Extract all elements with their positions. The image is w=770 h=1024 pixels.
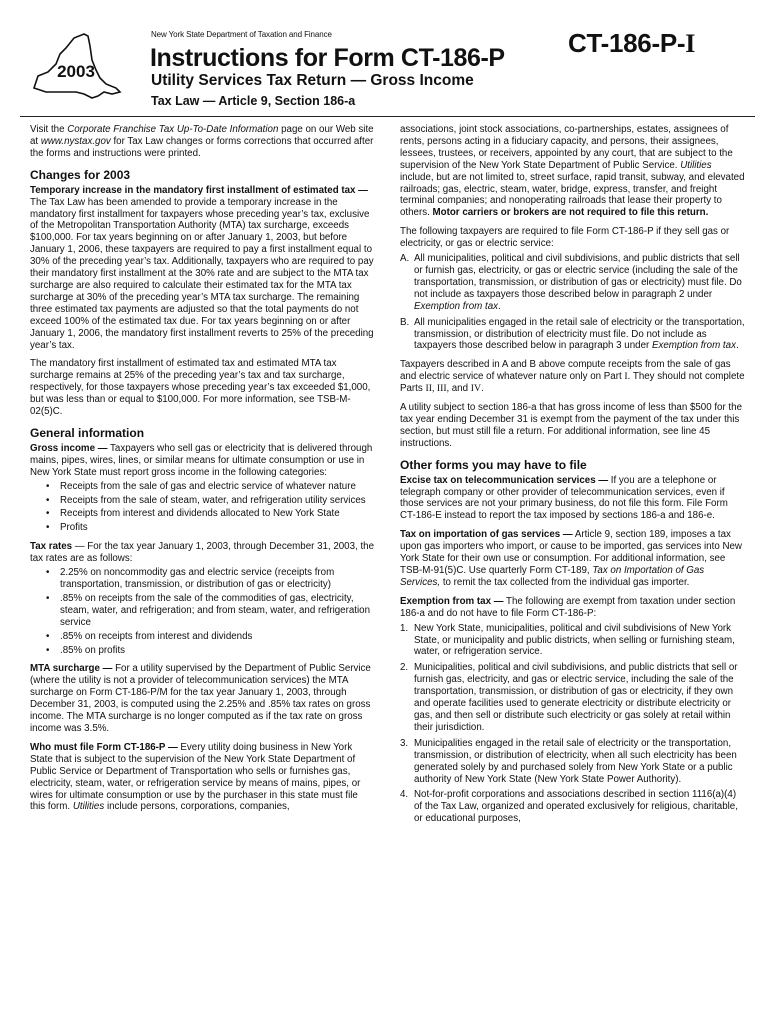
list-item: • .85% on profits <box>46 644 126 656</box>
required-to-file-paragraph: The following taxpayers are required to file Form CT-186-P if they sell gas or electricity, or gas or electric service: <box>400 226 730 250</box>
form-number <box>568 28 695 59</box>
gross-income-list <box>30 481 374 535</box>
list-item: • Receipts from interest and dividends allocated to New York State <box>46 508 340 520</box>
website-link[interactable]: www.nystax.gov <box>40 135 111 147</box>
year-badge-text: 2003 <box>57 62 95 81</box>
form-number-base: CT-186-P- <box>568 28 686 58</box>
gas-importation-paragraph: Tax on importation of gas services — Article 9, section 189, imposes a tax upon gas importers who import, or cause to be imported, gas services into New York State for their own use or consumption. For additional information, see TSB-M-91(5)C. Use quarterly Form CT-189, Tax on Importation of Gas Services, to remit the tax collected from the individual gas importer. <box>400 529 742 588</box>
up-to-date-info-link[interactable]: Corporate Franchise Tax Up-To-Date Information <box>67 124 279 135</box>
right-column <box>400 124 745 832</box>
parts-paragraph: Taxpayers described in A and B above compute receipts from the sale of gas and electric service of whatever nature only on Part I. They should not complete Parts II, III, and IV. <box>400 359 745 395</box>
excise-tax-paragraph: Excise tax on telecommunication services — If you are a telephone or telegraph company or other provider of telecommunication services, even if those services are not your primary business, do not file this form. File Form CT-186-E instead to report the tax imposed by sections 186-a and 186-e. <box>400 474 728 522</box>
list-item: 4. Not-for-profit corporations and associations described in section 1116(a)(4) of the Tax Law, organized and operated exclusively for religious, charitable, or educational purposes, <box>400 789 738 825</box>
required-taxpayers-list <box>400 253 745 352</box>
tax-rates-list <box>30 567 374 656</box>
who-must-file-paragraph: Who must file Form CT-186-P — Every utility doing business in New York State that is subject to the supervision of the New York State Department of Public Service or Department of Transportation who sells or furnishes gas, electricity, steam, water, or refrigeration service by means of mains, pipes, or wires for ultimate consumption or use by the purchaser in this state must file this form. Utilities include persons, corporations, companies, <box>30 741 361 813</box>
page-subtitle: Utility Services Tax Return — Gross Income <box>151 72 474 89</box>
utilities-continued-paragraph: associations, joint stock associations, co-partnerships, estates, assignees of rents, persons acting in a fiduciary capacity, and persons, their assignees, lessees, trustees, or receivers, appointed by any court, that are subject to the supervision of the New York State Department of Public Service. Utilities include, but are not limited to, street surface, rapid transit, subway, and elevated railroads; gas, electric, steam, water, bridge, express, transfer, and freight terminal companies; and nonoperating railroads that lease their property to others. Motor carriers or brokers are not required to file this return. <box>400 124 745 219</box>
page-title: Instructions for Form CT-186-P <box>150 44 505 72</box>
header-divider <box>20 116 755 117</box>
mta-surcharge-paragraph: MTA surcharge — For a utility supervised by the Department of Public Service (where the utility is not a provider of telecommunication services) the MTA surcharge on Form CT-186-P/M for the tax year January 1, 2003, through December 31, 2003, is computed using the 2.25% and .85% tax rates on gross income. The MTA surcharge is no longer computed as if the tax rate on gross income was 3.5%. <box>30 663 371 734</box>
other-forms-heading: Other forms you may have to file <box>400 457 587 472</box>
tax-rates-paragraph: Tax rates — For the tax year January 1, 2003, through December 31, 2003, the tax rates are as follows: <box>30 541 374 565</box>
changes-paragraph-1: Temporary increase in the mandatory first installment of estimated tax — The Tax Law has been amended to provide a temporary increase in the mandatory first installment for taxpayers whose preceding year’s tax, exclusive of the Metropolitan Transportation Authority (MTA) tax surcharge, exceeds $100,000. For tax years beginning on or after January 1, 2003, but before January 1, 2006, these taxpayers are required to pay a first installment equal to 30% of the preceding year’s tax. Additionally, taxpayers who are required to pay their mandatory first installment at the 30% rate and are subject to the MTA tax surcharge are also required to calculate their estimated tax for the MTA tax surcharge at 30% of the preceding year’s MTA tax surcharge. The remaining three estimated tax payments are adjusted so that the total payments do not exceed 100% of the estimated tax due. For tax years beginning on or after January 1, 2006, the mandatory first installment reverts to 25% of the preceding year’s tax. <box>30 184 374 351</box>
changes-heading: Changes for 2003 <box>30 167 131 182</box>
tax-law-reference: Tax Law — Article 9, Section 186-a <box>151 94 356 108</box>
list-item: 1. New York State, municipalities, political and civil subdivisions of New York State, or municipality and public districts, when selling or furnishing steam, water, or refrigeration service. <box>400 622 735 658</box>
list-item: A. All municipalities, political and civil subdivisions, and public districts that sell or furnish gas, electricity, or gas or electric service (including the sale of the transportation, transmission, or distribution of gas or electricity) must file. Do not include as taxpayers those described below in paragraph 2 under Exemption from tax. <box>400 253 742 312</box>
list-item: 2. Municipalities, political and civil subdivisions, and public districts that sell or furnish gas, electricity, and gas or electric service, including the sale of the transportation, transmission, or distribution of gas or electricity, if they own and operate facilities used to generate electricity or distribute electricity or gas, and then sell or distribute such electricity or gas solely at retail within their jurisdiction. <box>400 662 738 733</box>
list-item: • 2.25% on noncommodity gas and electric service (receipts from transportation, transmission, or distribution of gas or electricity) <box>46 567 335 590</box>
new-york-state-map-logo <box>26 26 126 106</box>
agency-name: New York State Department of Taxation and Finance <box>151 30 332 39</box>
form-number-suffix: I <box>685 29 696 58</box>
list-item: • Profits <box>46 522 88 534</box>
list-item: • .85% on receipts from the sale of the commodities of gas, electricity, steam, water, and refrigeration; and from steam, water, and refrigeration service <box>46 592 370 628</box>
list-item: 3. Municipalities engaged in the retail sale of electricity or the transportation, transmission, or distribution of electricity, when all such electricity has been generated solely by and purchased solely from New York State or a public authority of New York State (New York State Power Authority). <box>400 737 737 785</box>
left-column <box>30 124 374 820</box>
list-item: • Receipts from the sale of gas and electric service of whatever nature <box>46 480 356 492</box>
list-item: • Receipts from the sale of steam, water, and refrigeration utility services <box>46 494 366 506</box>
intro-paragraph: Visit the Corporate Franchise Tax Up-To-Date Information page on our Web site at www.nystax.gov for Tax Law changes or forms corrections that occurred after the forms and instructions were printed. <box>30 124 374 159</box>
gross-income-paragraph: Gross income — Taxpayers who sell gas or electricity that is delivered through mains, pipes, wires, lines, or similar means for ultimate consumption or use in New York State must report gross income in the following categories: <box>30 442 373 478</box>
list-item: • .85% on receipts from interest and dividends <box>46 630 253 642</box>
small-utility-paragraph: A utility subject to section 186-a that has gross income of less than $500 for the tax year ending December 31 is exempt from the payment of the tax under this section, but must still file a return. For additional information, see line 45 instructions. <box>400 402 742 449</box>
general-info-heading: General information <box>30 425 145 440</box>
exemption-list <box>400 623 745 826</box>
list-item: B. All municipalities engaged in the retail sale of electricity or the transportation, transmission, or distribution of electricity must file. Do not include as taxpayers those described below in paragraph 3 under Exemption from tax. <box>400 316 745 352</box>
exemption-paragraph: Exemption from tax — The following are exempt from taxation under section 186-a and do not have to file Form CT-186-P: <box>400 595 736 619</box>
changes-paragraph-2: The mandatory first installment of estimated tax and estimated MTA tax surcharge remains at 25% of the preceding year’s tax and tax surcharge, respectively, for those taxpayers whose preceding year’s tax exceeded $1,000, but was less than or equal to $100,000. For more information, see TSB-M-02(5)C. <box>30 358 371 418</box>
